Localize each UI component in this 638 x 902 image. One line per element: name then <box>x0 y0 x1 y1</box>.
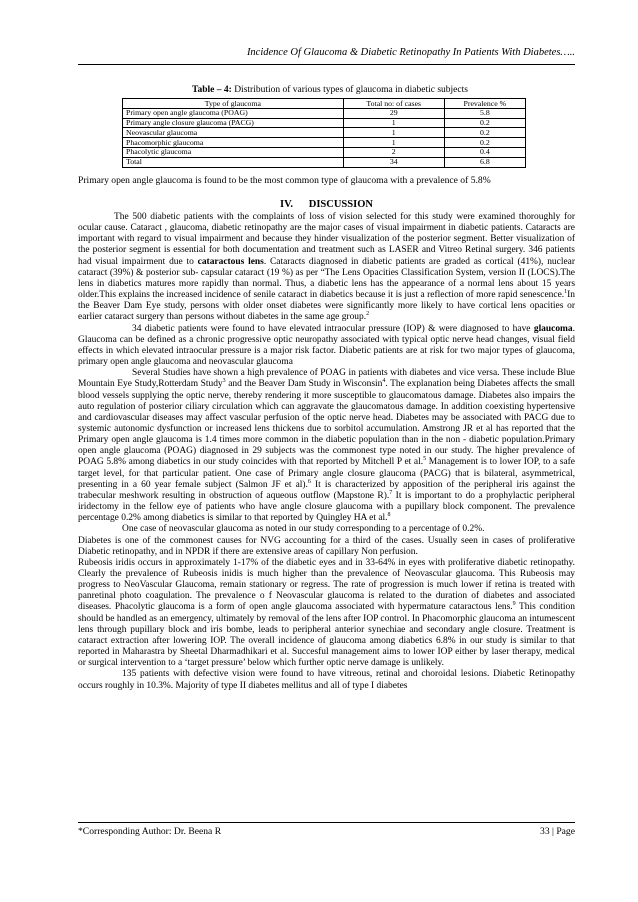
table-caption-text: Distribution of various types of glaucoma in diabetic subjects <box>234 85 468 95</box>
table-header-row <box>123 99 526 109</box>
table-header-cell: Total no: of cases <box>343 99 444 109</box>
citation-superscript: 7 <box>389 489 393 496</box>
text-run: . Glaucoma can be defined as a chronic progressive optic neuropathy associated with typical optic nerve head changes, visual field effects in which elevated intraocular pressure is a major risk factor. Diabetic patients are at risk for two major types of glaucoma, primary open angle glaucoma and neovascular glaucoma <box>78 323 575 368</box>
text-run: . The explanation being Diabetes affects the small blood vessels supplying the optic nerve, thereby rendering it more susceptible to glaucomatous damage. Diabetes also impairs the auto regulation of posterior ciliary circulation which can aggravate the glaucomatous damage. In addition coexisting hypertensive and cardiovascular diseases may affect vascular perfusion of the optic nerve head. Diabetes may be associated with PACG due to systemic autonomic dysfunction or increased lens thickens due to sorbitol accumulation. Amstrong JR et al has reported that the Primary open angle glaucoma is 1.4 times more common in the diabetic population than in the non - diabetic population.Primary open angle glaucoma (POAG) diagnosed in 29 subjects was the commonest type noted in our study. The higher prevalence of POAG 5.8% among diabetics in our study coincides with that reported by Mitchell P et al. <box>78 379 575 468</box>
table-cell: 5.8 <box>444 108 525 118</box>
section-heading <box>78 199 575 210</box>
table-row <box>123 128 526 138</box>
table-row <box>123 138 526 148</box>
table-summary-sentence: Primary open angle glaucoma is found to be the most common type of glaucoma with a prevalence of 5.8% <box>78 175 491 186</box>
table-cell: 0.4 <box>444 147 525 157</box>
citation-superscript: 8 <box>387 512 391 519</box>
table-cell: 0.2 <box>444 128 525 138</box>
text-run: This condition should be handled as an emergency, ultimately by removal of the lens after IOP control. In Phacomorphic glaucoma an intumescent lens through pupillary block and iris bombe, leads to peripheral anterior synechiae and secondary angle closure. Treatment is cataract extraction after lowering IOP. The overall incidence of glaucoma among diabetics 6.8% in our study is similar to that reported in Maharastra by Sheetal Dharmadhikari et al. Succesful management aims to lower IOP either by laser therapy, medical or surgical intervention to a ‘target pressure’ below which further optic nerve damage is unlikely. <box>78 602 575 669</box>
bold-term: glaucoma <box>533 323 573 334</box>
table-caption <box>60 85 600 95</box>
text-run: Several Studies have shown a high prevalence of POAG in patients with diabetes and vice versa. These include Blue Mountain Eye Study,Rotterdam Study <box>78 368 575 390</box>
paragraph-5: Diabetes is one of the commonest causes for NVG accounting for a third of the cases. Usually seen in cases of proliferative Diabetic retinopathy, and in NPDR if there are extensive areas of capillary Non perfusion. <box>78 535 575 557</box>
glaucoma-distribution-table <box>122 98 526 168</box>
table-cell: Primary open angle glaucoma (POAG) <box>123 108 344 118</box>
table-caption-label: Table – 4: <box>192 85 232 95</box>
citation-superscript: 5 <box>423 456 427 463</box>
table-row <box>123 147 526 157</box>
paragraph-4: One case of neovascular glaucoma as noted in our study corresponding to a percentage of 0.2%. <box>122 524 485 535</box>
text-run: . Cataracts diagnosed in diabetic patients are graded as cortical (41%), nuclear cataract (39%) & posterior sub- capsular cataract (19 %) as per “The Lens Opacities Classification System, version II (LOCS).The lens in diabetics matures more rapidly than normal. Thus, a diabetic lens has the appearance of a normal lens about 15 years older.This explains the increased incidence of senile cataract in diabetics because it is just a reflection of more rapid senescence. <box>78 256 575 301</box>
section-number: IV. <box>280 199 293 210</box>
table-cell: 29 <box>343 108 444 118</box>
text-run: Management is to lower IOP, to a safe target level, for that particular patient. One case of Primary angle closure glaucoma (PACG) that is bilateral, asymmetrical, presenting in a 60 year female subject (Salmon JF et al). <box>78 457 575 490</box>
table-cell: 34 <box>343 157 444 167</box>
table-cell: Primary angle closure glaucoma (PACG) <box>123 118 344 128</box>
text-run: 34 diabetic patients were found to have elevated intraocular pressure (IOP) & were diagnosed to have <box>132 323 534 334</box>
table-cell: 6.8 <box>444 157 525 167</box>
citation-superscript: 9 <box>512 601 516 608</box>
page-number: 33 | Page <box>540 826 575 837</box>
table-cell: Phacolytic glaucoma <box>123 147 344 157</box>
header-rule <box>78 64 575 65</box>
paragraph-2 <box>78 324 575 369</box>
table-header-cell: Prevalence % <box>444 99 525 109</box>
table-row <box>123 108 526 118</box>
citation-superscript: 1 <box>564 288 568 295</box>
paragraph-6 <box>78 558 575 670</box>
bold-term: cataractous lens <box>197 256 264 267</box>
table-cell: 1 <box>343 118 444 128</box>
citation-superscript: 3 <box>222 378 226 385</box>
table-total-row <box>123 157 526 167</box>
text-run: In the Beaver Dam Eye study, persons with older onset diabetes were significantly more likely to have cortical lens opacities or earlier cataract surgery than persons without diabetes in the same age group. <box>78 290 575 323</box>
footer-rule <box>78 822 575 823</box>
paragraph-1 <box>78 212 575 324</box>
table-cell: 1 <box>343 138 444 148</box>
corresponding-author: *Corresponding Author: Dr. Beena R <box>78 826 222 837</box>
text-run: The 500 diabetic patients with the complaints of loss of vision selected for this study were examined thoroughly for ocular cause. Cataract , glaucoma, diabetic retinopathy are the major cases of visual impairment in diabetic patients. Cataracts are important with regard to visual impairment and because they hinder visualization of the posterior segment. Better visualization of the posterior segment is essential for both documentation and treatment such as LASER and Vitreo Retinal surgery. 346 patients had visual impairment due to <box>78 212 575 267</box>
discussion-body <box>78 212 575 692</box>
table-cell: 0.2 <box>444 118 525 128</box>
citation-superscript: 6 <box>307 478 311 485</box>
table-header-cell: Type of glaucoma <box>123 99 344 109</box>
table-row <box>123 118 526 128</box>
paragraph-3 <box>78 368 575 524</box>
section-title: DISCUSSION <box>308 199 373 210</box>
citation-superscript: 2 <box>366 311 370 318</box>
text-run: and the Beaver Dam Study in Wisconsin <box>225 379 383 390</box>
table-cell: 1 <box>343 128 444 138</box>
citation-superscript: 4 <box>382 378 386 385</box>
table-cell: Total <box>123 157 344 167</box>
running-head: Incidence Of Glaucoma & Diabetic Retinopathy In Patients With Diabetes….. <box>246 47 575 58</box>
text-run: It is important to do a prophylactic peripheral iridectomy in the fellow eye of patients who have angle closure glaucoma with a pupillary block component. The prevalence percentage 0.2% among diabetics is similar to that reported by Quingley HA et al. <box>78 490 575 524</box>
paragraph-7: 135 patients with defective vision were found to have vitreous, retinal and choroidal lesions. Diabetic Retinopathy occurs roughly in 10.3%. Majority of type II diabetes mellitus and all of type I diabetes <box>78 669 575 691</box>
table-cell: Phacomorphic glaucoma <box>123 138 344 148</box>
text-run: It is characterized by apposition of the peripheral iris against the trabecular meshwork resulting in obstruction of aqueous outflow (Mapstone R). <box>78 479 575 501</box>
text-run: Rubeosis iridis occurs in approximately 1-17% of the diabetic eyes and in 33-64% in eyes with proliferative diabetic retinopathy. Clearly the prevalence of Rubeosis inidis is much higher than the prevalence of Neovascular glaucoma. This Rubeosis may progress to NeoVascular Glaucoma, remain stationary or regress. The rate of progression is much lower if retina is treated with panretinal photo coagulation. The prevalence o f Neovascular glaucoma is related to the duration of diabetes and associated diseases. Phacolytic glaucoma is a form of open angle glaucoma associated with hypermature cataractous lens. <box>78 557 575 613</box>
table-cell: 0.2 <box>444 138 525 148</box>
table-cell: Neovascular glaucoma <box>123 128 344 138</box>
table-cell: 2 <box>343 147 444 157</box>
